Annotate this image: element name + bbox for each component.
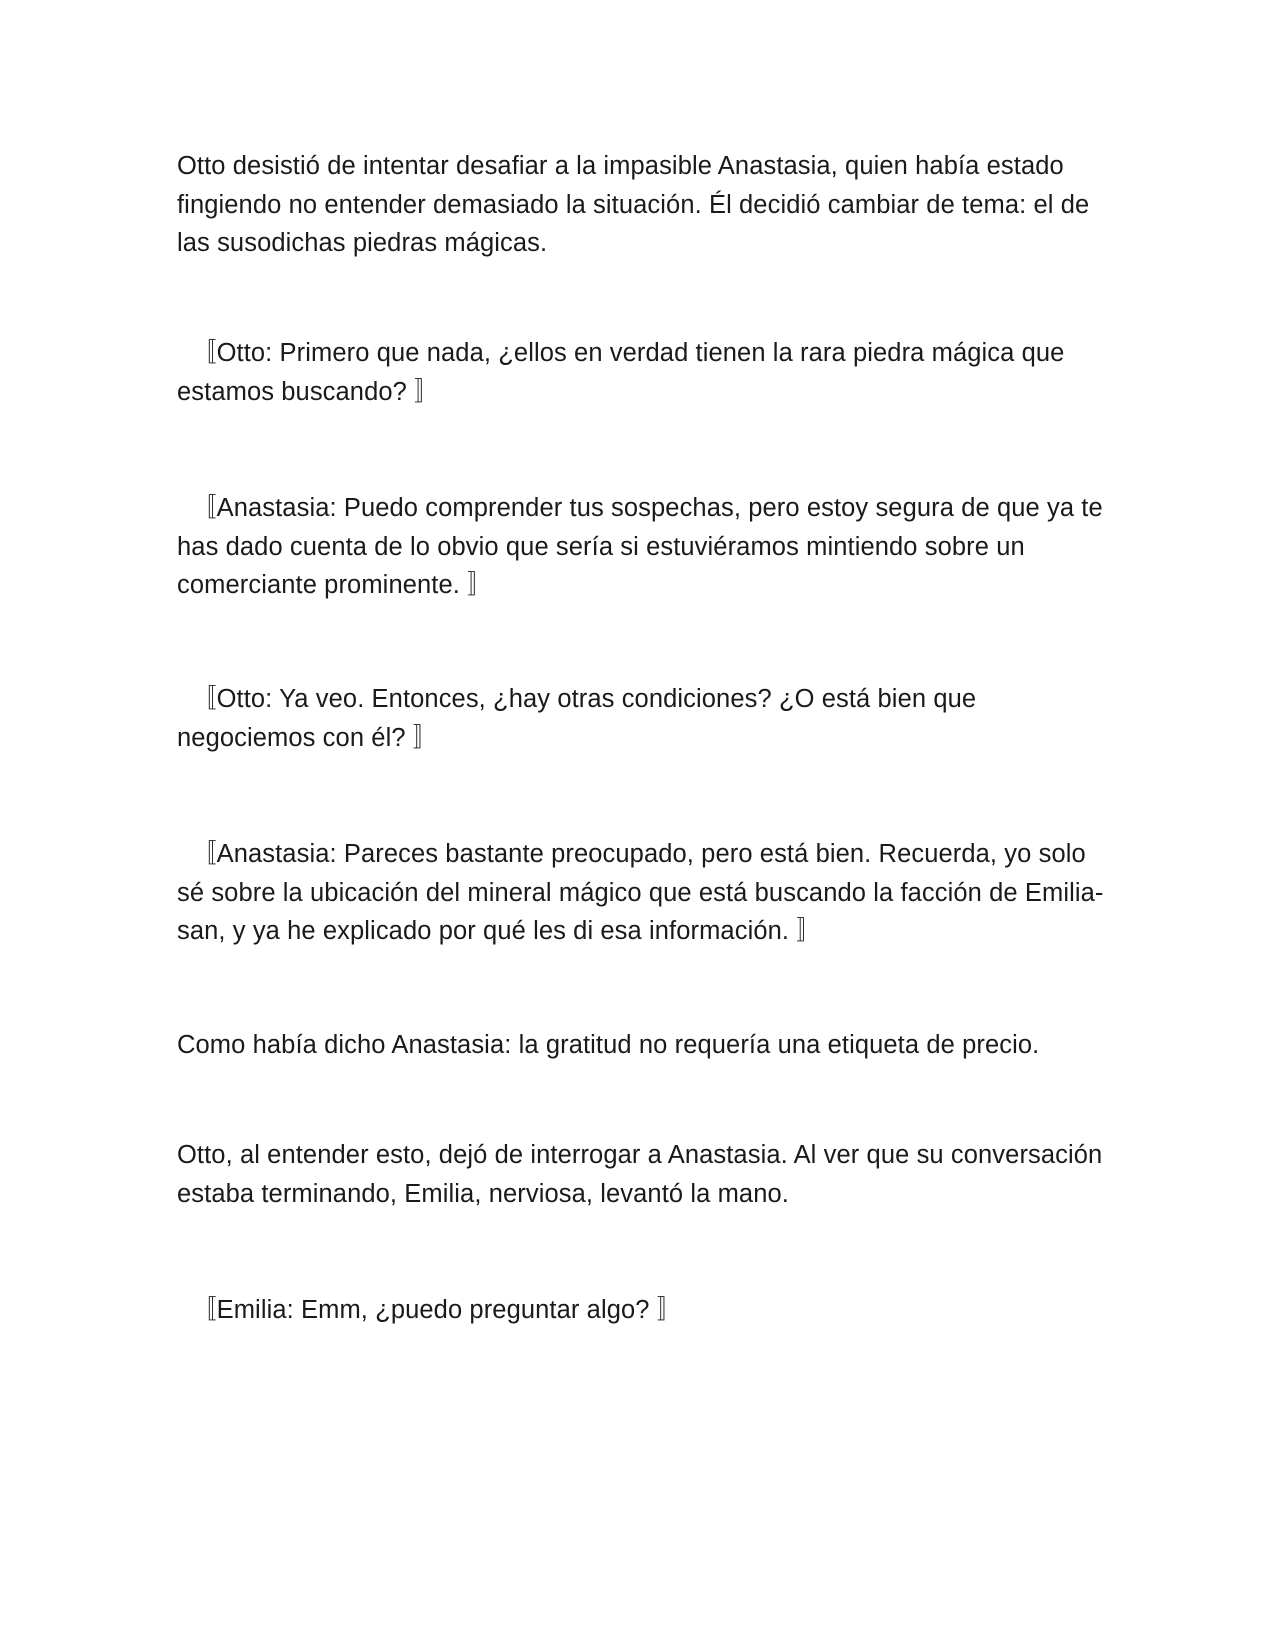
dialogue-paragraph: 〚Anastasia: Puedo comprender tus sospechas, pero estoy segura de que ya te has dado cuenta de lo obvio que sería si estuviéramos mintiendo sobre un comerciante prominente. 〛 [177,494,1103,599]
dialogue-paragraph: 〚Emilia: Emm, ¿puedo preguntar algo? 〛 [191,1296,683,1324]
narration-paragraph: Otto desistió de intentar desafiar a la impasible Anastasia, quien había estado fingiendo no entender demasiado la situación. Él decidió cambiar de tema: el de las susodichas piedras mágicas. [177,152,1090,257]
dialogue-paragraph: 〚Otto: Ya veo. Entonces, ¿hay otras condiciones? ¿O está bien que negociemos con él? 〛 [177,685,977,752]
dialogue-paragraph: 〚Anastasia: Pareces bastante preocupado, pero está bien. Recuerda, yo solo sé sobre la ubicación del mineral mágico que está buscando la facción de Emilia-san, y ya he explicado por qué les di esa información. 〛 [177,840,1104,945]
narration-paragraph: Como había dicho Anastasia: la gratitud no requería una etiqueta de precio. [177,1031,1040,1059]
narration-paragraph: Otto, al entender esto, dejó de interrogar a Anastasia. Al ver que su conversación estaba terminando, Emilia, nerviosa, levantó la mano. [177,1141,1103,1208]
dialogue-paragraph: 〚Otto: Primero que nada, ¿ellos en verdad tienen la rara piedra mágica que estamos buscando? 〛 [177,339,1065,406]
